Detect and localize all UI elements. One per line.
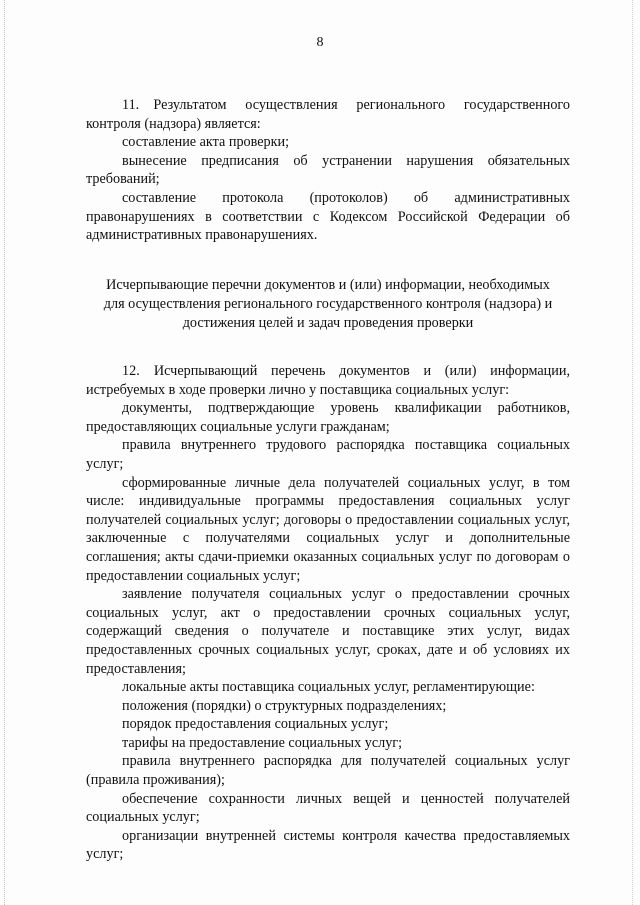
paragraph: положения (порядки) о структурных подразделениях; — [122, 697, 447, 714]
paragraph: вынесение предписания об устранении нарушения обязательных требований; — [86, 152, 570, 188]
paragraph: обеспечение сохранности личных вещей и ценностей получателей социальных услуг; — [86, 790, 570, 826]
section-12 — [86, 362, 570, 864]
paragraph: составление акта проверки; — [122, 134, 290, 151]
paragraph: 12. Исчерпывающий перечень документов и (или) информации, истребуемых в ходе проверки лично у поставщика социальных услуг: — [86, 363, 570, 398]
section-11 — [86, 96, 570, 245]
paragraph: тарифы на предоставление социальных услуг; — [122, 734, 403, 751]
scan-edge-right — [632, 0, 634, 905]
paragraph: составление протокола (протоколов) об административных правонарушениях в соответствии с Кодексом Российской Федерации об административных правонарушениях. — [86, 189, 570, 244]
heading-line: для осуществления регионального государственного контроля (надзора) и — [103, 296, 553, 312]
paragraph: сформированные личные дела получателей социальных услуг, в том числе: индивидуальные программы предоставления социальных услуг получателей социальных услуг; договоры о предоставлении социальных услуг, заключенные с получателями социальных услуг и дополнительные соглашения; акты сдачи-приемки оказанных социальных услуг по договорам о предоставлении социальных услуг; — [86, 474, 570, 584]
section-heading — [86, 276, 570, 333]
heading-line: Исчерпывающие перечни документов и (или) информации, необходимых — [106, 277, 550, 293]
paragraph: заявление получателя социальных услуг о предоставлении срочных социальных услуг, акт о предоставлении срочных социальных услуг, содержащий сведения о получателе и поставщике этих услуг, видах предоставленных срочных социальных услуг, сроках, дате и об условиях их предоставления; — [86, 586, 570, 677]
scan-edge-left — [4, 0, 6, 905]
paragraph: документы, подтверждающие уровень квалификации работников, предоставляющих социальные услуги гражданам; — [86, 400, 570, 435]
page-number: 8 — [316, 35, 324, 50]
paragraph: локальные акты поставщика социальных услуг, регламентирующие: — [122, 679, 535, 696]
paragraph: организации внутренней системы контроля качества предоставляемых услуг; — [86, 827, 570, 863]
paragraph: порядок предоставления социальных услуг; — [122, 716, 389, 733]
paragraph: 11. Результатом осуществления регионального государственного контроля (надзора) является: — [86, 97, 570, 132]
paragraph: правила внутреннего трудового распорядка поставщика социальных услуг; — [86, 437, 570, 472]
paragraph: правила внутреннего распорядка для получателей социальных услуг (правила проживания); — [86, 753, 570, 789]
heading-line: достижения целей и задач проведения проверки — [182, 315, 474, 331]
